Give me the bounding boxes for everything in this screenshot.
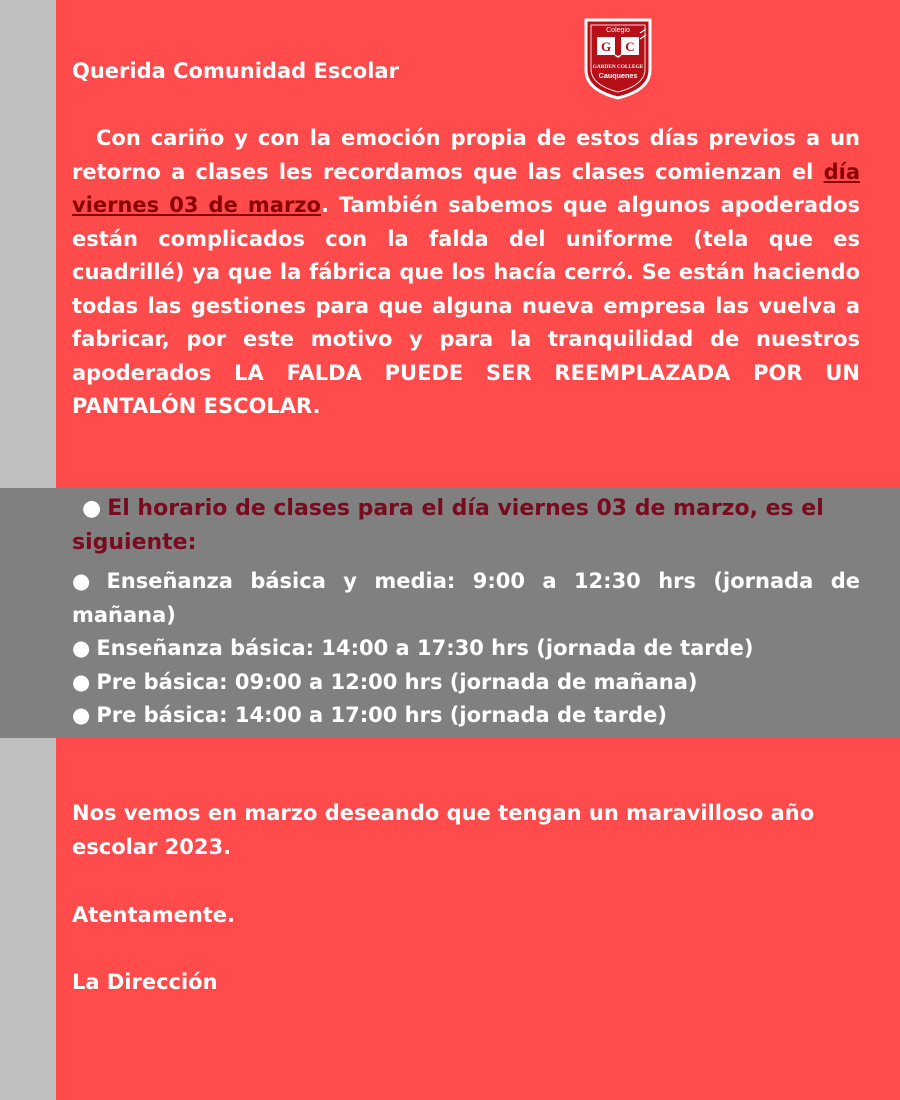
list-item: [72, 632, 860, 666]
list-item: [72, 666, 860, 700]
schedule-list: [72, 565, 860, 733]
signature: La Dirección: [72, 970, 218, 994]
bullet-icon: ●: [72, 703, 91, 727]
logo-city: Cauquenes: [598, 71, 638, 80]
intro-paragraph: [72, 122, 860, 424]
logo-initial-right: C: [625, 39, 635, 54]
start-date-highlight: día viernes 03 de marzo: [72, 159, 860, 217]
list-item: [72, 699, 860, 733]
schedule-item-text: Enseñanza básica: 14:00 a 17:30 hrs (jornada de tarde): [96, 636, 754, 660]
schedule-item-text: Pre básica: 14:00 a 17:00 hrs (jornada de tarde): [96, 703, 668, 727]
intro-text-before: Con cariño y con la emoción propia de estos días previos a un retorno a clases les recordamos que las clases comienzan el: [72, 126, 860, 184]
schedule-item-text: Pre básica: 09:00 a 12:00 hrs (jornada de mañana): [96, 669, 698, 694]
schedule-item-text: Enseñanza básica y media: 9:00 a 12:30 hrs (jornada de mañana): [72, 569, 861, 627]
logo-initial-left: G: [600, 39, 612, 54]
logo-top-text: Colegio: [606, 27, 630, 34]
schedule-title-text: El horario de clases para el día viernes 03 de marzo, es el siguiente:: [72, 496, 824, 555]
greeting: Querida Comunidad Escolar: [72, 59, 399, 83]
bullet-icon: ●: [72, 669, 91, 694]
farewell: Atentamente.: [72, 903, 236, 927]
logo-school-name: GARDEN COLLEGE: [592, 64, 644, 70]
schedule-title: [72, 492, 860, 559]
closing-paragraph: Nos vemos en marzo deseando que tengan un maravilloso año escolar 2023.: [72, 801, 815, 859]
bullet-icon: ●: [72, 636, 91, 660]
bullet-icon: ●: [72, 569, 101, 593]
bullet-icon: ●: [82, 496, 102, 521]
intro-text-after: . También sabemos que algunos apoderados están complicados con la falda del uniforme (tela que es cuadrillé) ya que la fábrica que los hacía cerró. Se están haciendo todas las gestiones para que alguna nueva empresa las vuelva a fabricar, por este motivo y para la tranquilidad de nuestros apoderados LA FALDA PUEDE SER REEMPLAZADA POR UN PANTALÓN ESCOLAR.: [72, 193, 861, 418]
list-item: [72, 565, 860, 632]
